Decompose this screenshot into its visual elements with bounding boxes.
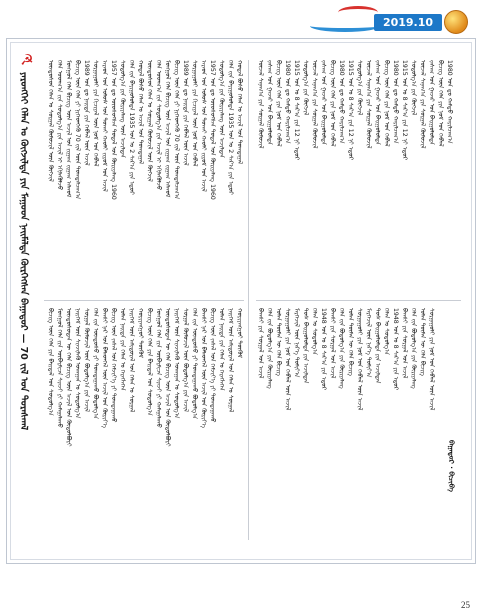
text-column: ᠬᠤᠳᠠᠯ ᠪᠤᠰᠤ ᠬᠡᠯᠡᠨ ᠤ ᠠᠵᠢᠯ ᠤᠨ ᠲᠣᠭᠲᠠᠭᠠᠯ [137, 60, 144, 165]
globe-icon [444, 10, 468, 34]
issue-badge: 2019.10 [374, 14, 442, 31]
text-column: ᠬᠡᠯᠡ ᠵᠢᠨ ᠪᠠᠶᠢᠭᠤᠯᠤᠯᠲᠠ 1935 ᠣᠨ ᠤ 2 ᠰᠠᠷ᠎ᠠ ᠶᠢᠨ ᠡᠳᠦᠷ [128, 60, 135, 195]
text-column: ᠰᠤᠳᠤᠯᠭ᠎ᠠ ᠶᠢᠨ ᠬᠦᠷᠢᠶᠡᠯᠡᠩ ᠦᠨ ᠠᠵᠢᠯᠲᠠᠨ [218, 60, 225, 158]
text-column: ᠰᠤᠷᠭᠠᠯ ᠬᠦᠮᠦᠵᠢᠯ ᠦᠨ ᠪᠣᠳᠣᠯᠭ᠎ᠠ ᠶᠢᠨ ᠠᠵᠢᠯ [83, 308, 90, 412]
text-column: ᠦᠵᠡᠯ ᠰᠠᠨᠠᠭ᠎ᠠ ᠶᠢᠨ ᠰᠤᠷᠭᠠᠯ ᠬᠦᠮᠦᠵᠢᠯ [311, 60, 318, 149]
text-column: ᠨᠡᠢᠭᠡᠮ ᠦᠨ ᠰᠢᠨᠵᠢᠯᠡᠬᠦ ᠤᠬᠠᠭᠠᠨ ᠤ ᠰᠤᠳᠤᠯᠭ᠎ᠠ [74, 308, 81, 419]
text-column: ᠬᠤᠳᠠᠯ ᠪᠤᠰᠤ ᠬᠡᠯᠡᠨ ᠤ ᠠᠵᠢᠯ ᠤᠨ ᠲᠣᠭᠲᠠᠭᠠᠯ [236, 60, 243, 165]
text-column: 1915 ᠣᠨ ᠤ 8 ᠰᠠᠷ᠎ᠠ ᠶᠢᠨ 12 ᠨᠢ ᠡᠳᠦᠷ [347, 60, 354, 161]
text-column: ᠣᠯᠠᠨ ᠲᠦᠮᠡᠨ ᠦ ᠬᠡᠯᠡ ᠪᠢᠴᠢᠭ [347, 308, 354, 377]
text-column: ᠬᠤᠷᠢᠶᠠᠩᠭᠤᠢ ᠳᠦᠭᠦᠮ [137, 308, 144, 359]
text-column: ᠰᠤᠳᠤᠯᠭ᠎ᠠ ᠶᠢᠨ ᠬᠥᠭᠵᠢᠯ [410, 60, 417, 116]
text-column: ᠪᠢᠴᠢᠭ ᠦᠨ ᠬᠡᠯᠡ ᠶᠢᠨ ᠨᠣᠮ ᠤᠨ ᠬᠡᠪᠯᠡᠯ [275, 60, 282, 147]
column-divider [248, 60, 249, 540]
author-byline: ᠪᠠᠭᠠᠲᠤᠷ · ᠪᠢᠴᠢᠪᠡ [447, 440, 455, 492]
text-column: ᠨᠡᠢᠭᠡᠮ ᠦᠨ ᠠᠮᠢᠳᠤᠷᠠᠯ ᠤᠨ ᠬᠡᠯᠡᠨ ᠤ ᠰᠤᠷᠭᠠᠯ [227, 308, 234, 413]
text-column: ᠲᠤᠰ ᠪᠠᠢᠭᠤᠯᠤᠯᠲᠠ ᠶᠢᠨ ᠠᠵᠢᠯᠲᠠᠨ [302, 308, 309, 384]
text-column: ᠣᠯᠠᠨ ᠲᠦᠮᠡᠨ ᠦ ᠬᠡᠯᠡ ᠪᠢᠴᠢᠭ [419, 308, 426, 377]
masthead-logo [310, 2, 470, 36]
text-column: ᠰᠤᠳᠤᠯᠭ᠎ᠠ ᠶᠢᠨ ᠬᠥᠭᠵᠢᠯ [356, 60, 363, 116]
text-column: ᠰᠤᠷᠭᠠᠯ ᠬᠦᠮᠦᠵᠢᠯ ᠦᠨ ᠪᠣᠳᠣᠯᠭ᠎ᠠ ᠶᠢᠨ ᠠᠵᠢᠯ [182, 308, 189, 412]
text-column: ᠦᠨᠳᠦᠰᠦᠨ ᠬᠡᠯᠡᠨ ᠤ ᠰᠤᠷᠭᠠᠯ ᠬᠦᠮᠦᠵᠢᠯ ᠦᠨ ᠬᠥᠭᠵᠢᠯ [47, 60, 54, 182]
text-column: ᠪᠢᠴᠢᠭ ᠦᠨ ᠬᠡᠯᠡ ᠶᠢᠨ ᠨᠣᠮ ᠤᠨ ᠬᠡᠪᠯᠡᠯ [437, 60, 444, 147]
text-column: ᠰᠤᠷᠭᠠᠭᠤᠯᠢ ᠶᠢᠨ ᠨᠣᠮ ᠤᠨ ᠬᠡᠪᠯᠡᠯ ᠦᠨ ᠠᠵᠢᠯ [284, 308, 291, 411]
text-column: ᠬᠤᠷᠢᠶᠠᠩᠭᠤᠢ ᠳᠦᠭᠦᠮ [236, 308, 243, 359]
title-column [18, 52, 36, 552]
text-column: ᠵᠠᠰᠠᠭ ᠤᠨ ᠭᠠᠵᠠᠷ ᠤᠨ ᠪᠠᠢᠭᠤᠯᠤᠯᠲᠠ [428, 60, 435, 145]
article-title: ᠶᠡᠷᠦᠩᠬᠡᠢ ᠬᠡᠯᠡᠨ ᠤ ᠬᠥᠭᠵᠢᠯᠲᠡ ᠶᠢᠨ ᠮᠠᠭᠤᠳ ᠨᠡᠢᠮᠡᠯᠲᠡ ᠬᠦᠷᠭᠡᠭᠰᠡᠨ ᠪᠠᠭᠠᠳᠤᠷ — 70 ᠵᠢᠯ ᠤᠨ ᠳᠤᠷᠠᠰᠬᠠᠯ [18, 72, 29, 431]
text-column: ᠰᠤᠳᠤᠯᠭ᠎ᠠ ᠶᠢᠨ ᠬᠥᠭᠵᠢᠯ [302, 60, 309, 116]
text-column: ᠣᠯᠠᠨ ᠨᠡᠢᠲᠡ ᠶᠢᠨ ᠬᠡᠯᠡᠨ ᠤ ᠬᠡᠷᠡᠭᠯᠡᠭᠡᠨ [119, 308, 126, 391]
text-column: ᠮᠣᠩᠭᠣᠯ ᠬᠡᠯᠡ ᠵᠢᠨ ᠥᠪᠡᠷᠮᠢᠴᠡ ᠰᠢᠨᠵᠢ ᠶᠢ ᠬᠠᠮᠠᠭᠠᠯᠠᠬᠤ [56, 308, 63, 428]
text-column: ᠬᠡᠯᠡ ᠵᠢᠨ ᠪᠣᠳᠣᠯᠭ᠎ᠠ ᠶᠢᠨ ᠬᠦᠷᠢᠶᠡᠯᠡᠩ [266, 308, 273, 389]
section-divider [44, 300, 244, 301]
text-column: ᠰᠤᠷᠭᠠᠭᠤᠯᠢ ᠶᠢᠨ ᠨᠣᠮ ᠤᠨ ᠬᠡᠪᠯᠡᠯ ᠦᠨ ᠠᠵᠢᠯ [428, 308, 435, 411]
text-column: 1948 ᠣᠨ ᠤ 8 ᠰᠠᠷ᠎ᠠ ᠶᠢᠨ ᠡᠳᠦᠷ [392, 308, 399, 391]
text-column: ᠨᠡᠢᠭᠡᠮ ᠦᠨ ᠠᠮᠢᠳᠤᠷᠠᠯ ᠤᠨ ᠬᠡᠯᠡᠨ ᠤ ᠰᠤᠷᠭᠠᠯ [128, 308, 135, 413]
text-column: ᠪᠢᠴᠢᠭ ᠦᠨ ᠬᠡᠯᠡ ᠶᠢᠨ ᠪᠠᠢᠳᠠᠯ ᠤᠨ ᠰᠤᠳᠤᠯᠭ᠎ᠠ [146, 308, 153, 416]
text-column: ᠬᠡᠯᠡ ᠵᠢᠨ ᠦᠨᠳᠦᠰᠦ ᠶᠢ ᠲᠣᠭᠲᠠᠭᠠᠬᠤ ᠪᠣᠳᠣᠯᠭ᠎ᠠ [92, 308, 99, 420]
text-column: 1915 ᠣᠨ ᠤ 8 ᠰᠠᠷ᠎ᠠ ᠶᠢᠨ 12 ᠨᠢ ᠡᠳᠦᠷ [293, 60, 300, 161]
text-column: ᠮᠡᠷᠭᠡᠵᠢᠯ ᠦᠨ ᠨᠡᠷ᠎ᠡ ᠲᠣᠮᠢᠶ᠎ᠠ [365, 308, 372, 378]
text-column: ᠪᠢᠴᠢᠭ ᠦᠨ ᠬᠡᠯᠡ ᠶᠢᠨ ᠨᠣᠮ ᠤᠨ ᠬᠡᠪᠯᠡᠯ [383, 60, 390, 147]
text-column: ᠦᠨᠳᠦᠰᠦᠨ ᠬᠡᠯᠡᠨ ᠤ ᠰᠤᠷᠭᠠᠯ ᠬᠦᠮᠦᠵᠢᠯ ᠦᠨ ᠬᠥᠭᠵᠢᠯ [146, 60, 153, 182]
text-column: ᠬᠡᠯᠡ ᠤᠳᠬ᠎ᠠ ᠵᠢᠨ ᠰᠤᠳᠤᠯᠭ᠎ᠠ ᠶᠢᠨ ᠠᠵᠢᠯ ᠢ ᠡᠬᠢᠯᠡᠭᠦᠯᠵᠦ [56, 60, 63, 191]
text-column: ᠣᠯᠠᠨ ᠨᠡᠢᠲᠡ ᠶᠢᠨ ᠬᠡᠯᠡᠨ ᠤ ᠬᠡᠷᠡᠭᠯᠡᠭᠡᠨ [218, 308, 225, 391]
text-column: ᠦᠵᠡᠯ ᠰᠠᠨᠠᠭ᠎ᠠ ᠶᠢᠨ ᠰᠤᠷᠭᠠᠯ ᠬᠦᠮᠦᠵᠢᠯ [419, 60, 426, 149]
text-column: ᠮᠡᠷᠭᠡᠵᠢᠯ ᠦᠨ ᠨᠡᠷ᠎ᠡ ᠲᠣᠮᠢᠶ᠎ᠠ [293, 308, 300, 378]
text-column: ᠵᠠᠰᠠᠭ ᠤᠨ ᠭᠠᠵᠠᠷ ᠤᠨ ᠪᠠᠢᠭᠤᠯᠤᠯᠲᠠ [374, 60, 381, 145]
text-column: ᠣᠯᠠᠨ ᠲᠦᠮᠡᠨ ᠦ ᠬᠡᠯᠡ ᠪᠢᠴᠢᠭ [275, 308, 282, 377]
text-column: ᠬᠡᠯᠡ ᠵᠢᠨ ᠦᠨᠳᠦᠰᠦ ᠶᠢ ᠲᠣᠭᠲᠠᠭᠠᠬᠤ ᠪᠣᠳᠣᠯᠭ᠎ᠠ [191, 308, 198, 420]
text-column: ᠬᠡᠯᠡ ᠵᠢᠨ ᠪᠠᠶᠢᠭᠤᠯᠤᠯᠲᠠ 1935 ᠣᠨ ᠤ 2 ᠰᠠᠷ᠎ᠠ ᠶᠢᠨ ᠡᠳᠦᠷ [227, 60, 234, 195]
text-column: ᠦᠵᠡᠯ ᠰᠠᠨᠠᠭ᠎ᠠ ᠶᠢᠨ ᠰᠤᠷᠭᠠᠯ ᠬᠦᠮᠦᠵᠢᠯ [365, 60, 372, 149]
text-column: ᠰᠤᠳᠤᠯᠭ᠎ᠠ ᠶᠢᠨ ᠬᠦᠷᠢᠶᠡᠯᠡᠩ ᠦᠨ ᠠᠵᠢᠯᠲᠠᠨ [119, 60, 126, 158]
text-column: ᠮᠣᠩᠭᠣᠯ ᠬᠡᠯᠡ ᠵᠢᠨ ᠥᠪᠡᠷᠮᠢᠴᠡ ᠰᠢᠨᠵᠢ ᠶᠢ ᠬᠠᠮᠠᠭᠠᠯᠠᠬᠤ [155, 308, 162, 428]
text-column: 1980 ᠣᠨ ᠳᠤ ᠬᠠᠮᠲᠤ ᠬᠠᠷᠢᠯᠴᠠᠭ᠎ᠠ [446, 60, 453, 144]
section-divider-right [256, 300, 461, 301]
text-column: ᠦᠵᠡᠯ ᠰᠠᠨᠠᠭ᠎ᠠ ᠶᠢᠨ ᠰᠤᠷᠭᠠᠯ ᠬᠦᠮᠦᠵᠢᠯ [257, 60, 264, 149]
text-column: ᠮᠣᠩᠭᠣᠯ ᠬᠡᠯᠡ ᠪᠢᠴᠢᠭ ᠦᠨ ᠠᠵᠢᠯ ᠤᠨ ᠵᠢᠭᠠᠭ ᠵᠢᠭᠠᠭ ᠠᠯᠬᠤᠮ [65, 60, 72, 198]
text-column: ᠬᠡᠯᠡ ᠵᠢᠨ ᠪᠣᠳᠣᠯᠭ᠎ᠠ ᠶᠢᠨ ᠬᠦᠷᠢᠶᠡᠯᠡᠩ [410, 308, 417, 389]
text-column: ᠪᠠᠭᠰᠢ ᠶᠢᠨ ᠰᠤᠷᠭᠠᠯ ᠤᠨ ᠠᠵᠢᠯ [329, 308, 336, 379]
text-column: 1989 ᠣᠨ ᠳᠤ ᠨᠡᠢᠲᠡ ᠶᠢᠨ ᠬᠡᠪᠯᠡᠯ ᠦᠨ ᠠᠵᠢᠯ [83, 60, 90, 166]
text-column: ᠪᠢᠴᠢᠭ ᠦᠨ ᠵᠠᠰᠠᠯ ᠤᠨ ᠬᠡᠮᠵᠢᠶ᠎ᠡ ᠶᠢ ᠲᠣᠭᠲᠠᠭᠠᠬᠤ [110, 308, 117, 423]
text-column: ᠪᠠᠭᠰᠢ ᠶᠢᠨ ᠰᠤᠷᠭᠠᠯ ᠤᠨ ᠠᠵᠢᠯ [401, 308, 408, 379]
page-number: 25 [461, 600, 470, 610]
text-column: ᠪᠢᠴᠢᠭ ᠦᠨ ᠬᠡᠯᠡ ᠶᠢᠨ ᠨᠣᠮ ᠤᠨ ᠬᠡᠪᠯᠡᠯ [329, 60, 336, 147]
text-column: ᠠᠷᠠᠳ ᠤᠨ ᠤᠯᠤᠰ ᠤᠨ ᠲᠤᠬᠠᠢ ᠬᠠᠤᠯᠢ ᠵᠢᠷᠤᠮ ᠤᠨ ᠠᠵᠢᠯ [200, 60, 207, 192]
text-column: 1948 ᠣᠨ ᠤ 8 ᠰᠠᠷ᠎ᠠ ᠶᠢᠨ ᠡᠳᠦᠷ [320, 308, 327, 391]
text-column: 1957 ᠣᠨ ᠳᠤ ᠦᠦᠰᠦᠭᠰᠡᠨ ᠲᠣᠲᠠᠯ ᠤᠨ ᠬᠦᠷᠢᠶᠡᠯᠡᠩ 1960 [209, 60, 216, 200]
text-column: ᠨᠡᠢᠭᠡᠮ ᠦᠨ ᠰᠢᠨᠵᠢᠯᠡᠬᠦ ᠤᠬᠠᠭᠠᠨ ᠤ ᠰᠤᠳᠤᠯᠭ᠎ᠠ [173, 308, 180, 419]
text-column: ᠪᠢᠴᠢᠭ ᠦᠨ ᠬᠡᠯᠡ ᠶᠢᠨ ᠪᠠᠢᠳᠠᠯ ᠤᠨ ᠰᠤᠳᠤᠯᠭ᠎ᠠ [47, 308, 54, 416]
text-column: ᠪᠠᠭᠰᠢ ᠶᠢᠨ ᠰᠤᠷᠭᠠᠯ ᠤᠨ ᠠᠵᠢᠯ [257, 308, 264, 379]
text-column: ᠵᠠᠰᠠᠭ ᠤᠨ ᠭᠠᠵᠠᠷ ᠤᠨ ᠪᠠᠢᠭᠤᠯᠤᠯᠲᠠ [320, 60, 327, 145]
text-column: ᠰᠤᠷᠭᠠᠭᠤᠯᠢ ᠶᠢᠨ ᠬᠢᠴᠢᠶᠡᠯ ᠦᠨ ᠨᠣᠮ ᠤᠨ ᠬᠡᠪᠯᠡᠯ [92, 60, 99, 167]
text-column: 1980 ᠣᠨ ᠳᠤ ᠬᠠᠮᠲᠤ ᠬᠠᠷᠢᠯᠴᠠᠭ᠎ᠠ [338, 60, 345, 144]
text-column: ᠬᠡᠯᠡᠨ ᠤ ᠰᠤᠳᠤᠯᠭ᠎ᠠ [311, 308, 318, 356]
text-column: ᠰᠤᠷᠭᠠᠭᠤᠯᠢ ᠶᠢᠨ ᠬᠢᠴᠢᠶᠡᠯ ᠦᠨ ᠨᠣᠮ ᠤᠨ ᠬᠡᠪᠯᠡᠯ [191, 60, 198, 167]
text-column: ᠪᠠᠭᠰᠢ ᠨᠠᠷ ᠤᠨ ᠪᠡᠯᠡᠳᠬᠡᠯ ᠦᠨ ᠠᠵᠢᠯ ᠤᠨ ᠬᠦᠷᠢᠶ᠎ᠡ [200, 308, 207, 429]
header [0, 0, 480, 38]
hammer-sickle-icon: ☭ [20, 51, 34, 69]
text-column: 1980 ᠣᠨ ᠳᠤ ᠬᠠᠮᠲᠤ ᠬᠠᠷᠢᠯᠴᠠᠭ᠎ᠠ [284, 60, 291, 144]
text-column: ᠵᠠᠰᠠᠭ ᠤᠨ ᠭᠠᠵᠠᠷ ᠤᠨ ᠪᠠᠢᠭᠤᠯᠤᠯᠲᠠ [266, 60, 273, 145]
text-column: 1989 ᠣᠨ ᠳᠤ ᠨᠡᠢᠲᠡ ᠶᠢᠨ ᠬᠡᠪᠯᠡᠯ ᠦᠨ ᠠᠵᠢᠯ [182, 60, 189, 166]
text-column: ᠠᠷᠠᠳ ᠤᠨ ᠤᠯᠤᠰ ᠤᠨ ᠲᠤᠬᠠᠢ ᠬᠠᠤᠯᠢ ᠵᠢᠷᠤᠮ ᠤᠨ ᠠᠵᠢᠯ [101, 60, 108, 192]
text-column: ᠪᠢᠴᠢᠭ ᠦᠨ ᠬᠡᠯᠡ ᠶᠢ ᠨᠢᠭᠡᠳᠬᠡᠬᠦ 70 ᠵᠢᠯ ᠦᠨ ᠲᠣᠭᠲᠠᠯᠴᠠᠭ᠎ᠠ [74, 60, 81, 200]
text-column: ᠰᠤᠷᠭᠠᠭᠤᠯᠢ ᠶᠢᠨ ᠨᠣᠮ ᠤᠨ ᠬᠡᠪᠯᠡᠯ ᠦᠨ ᠠᠵᠢᠯ [356, 308, 363, 411]
text-column: 1957 ᠣᠨ ᠳᠤ ᠦᠦᠰᠦᠭᠰᠡᠨ ᠲᠣᠲᠠᠯ ᠤᠨ ᠬᠦᠷᠢᠶᠡᠯᠡᠩ 1960 [110, 60, 117, 200]
text-column: ᠲᠤᠰ ᠪᠠᠢᠭᠤᠯᠤᠯᠲᠠ ᠶᠢᠨ ᠠᠵᠢᠯᠲᠠᠨ [374, 308, 381, 384]
text-column: ᠦᠨᠳᠦᠰᠦᠲᠡᠨ ᠦ ᠬᠡᠯᠡ ᠪᠢᠴᠢᠭ ᠦᠨ ᠠᠵᠢᠯ ᠤᠨ ᠬᠥᠲᠥᠯᠪᠦᠷᠢ [65, 308, 72, 447]
text-column: ᠪᠢᠴᠢᠭ ᠦᠨ ᠬᠡᠯᠡ ᠶᠢ ᠨᠢᠭᠡᠳᠬᠡᠬᠦ 70 ᠵᠢᠯ ᠦᠨ ᠲᠣᠭᠲᠠᠯᠴᠠᠭ᠎ᠠ [173, 60, 180, 200]
text-column: ᠦᠨᠳᠦᠰᠦᠲᠡᠨ ᠦ ᠬᠡᠯᠡ ᠪᠢᠴᠢᠭ ᠦᠨ ᠠᠵᠢᠯ ᠤᠨ ᠬᠥᠲᠥᠯᠪᠦᠷᠢ [164, 308, 171, 447]
text-column: 1980 ᠣᠨ ᠳᠤ ᠬᠠᠮᠲᠤ ᠬᠠᠷᠢᠯᠴᠠᠭ᠎ᠠ [392, 60, 399, 144]
text-column: ᠬᠡᠯᠡᠨ ᠤ ᠰᠤᠳᠤᠯᠭ᠎ᠠ [383, 308, 390, 356]
text-column: ᠬᠡᠯᠡ ᠵᠢᠨ ᠪᠣᠳᠣᠯᠭ᠎ᠠ ᠶᠢᠨ ᠬᠦᠷᠢᠶᠡᠯᠡᠩ [338, 308, 345, 389]
text-column: ᠬᠡᠯᠡ ᠤᠳᠬ᠎ᠠ ᠵᠢᠨ ᠰᠤᠳᠤᠯᠭ᠎ᠠ ᠶᠢᠨ ᠠᠵᠢᠯ ᠢ ᠡᠬᠢᠯᠡᠭᠦᠯᠵᠦ [155, 60, 162, 191]
text-column: ᠪᠠᠭᠰᠢ ᠨᠠᠷ ᠤᠨ ᠪᠡᠯᠡᠳᠬᠡᠯ ᠦᠨ ᠠᠵᠢᠯ ᠤᠨ ᠬᠦᠷᠢᠶ᠎ᠡ [101, 308, 108, 429]
text-column: ᠪᠢᠴᠢᠭ ᠦᠨ ᠵᠠᠰᠠᠯ ᠤᠨ ᠬᠡᠮᠵᠢᠶ᠎ᠡ ᠶᠢ ᠲᠣᠭᠲᠠᠭᠠᠬᠤ [209, 308, 216, 423]
text-column: 1915 ᠣᠨ ᠤ 8 ᠰᠠᠷ᠎ᠠ ᠶᠢᠨ 12 ᠨᠢ ᠡᠳᠦᠷ [401, 60, 408, 161]
text-column: ᠮᠣᠩᠭᠣᠯ ᠬᠡᠯᠡ ᠪᠢᠴᠢᠭ ᠦᠨ ᠠᠵᠢᠯ ᠤᠨ ᠵᠢᠭᠠᠭ ᠵᠢᠭᠠᠭ ᠠᠯᠬᠤᠮ [164, 60, 171, 198]
